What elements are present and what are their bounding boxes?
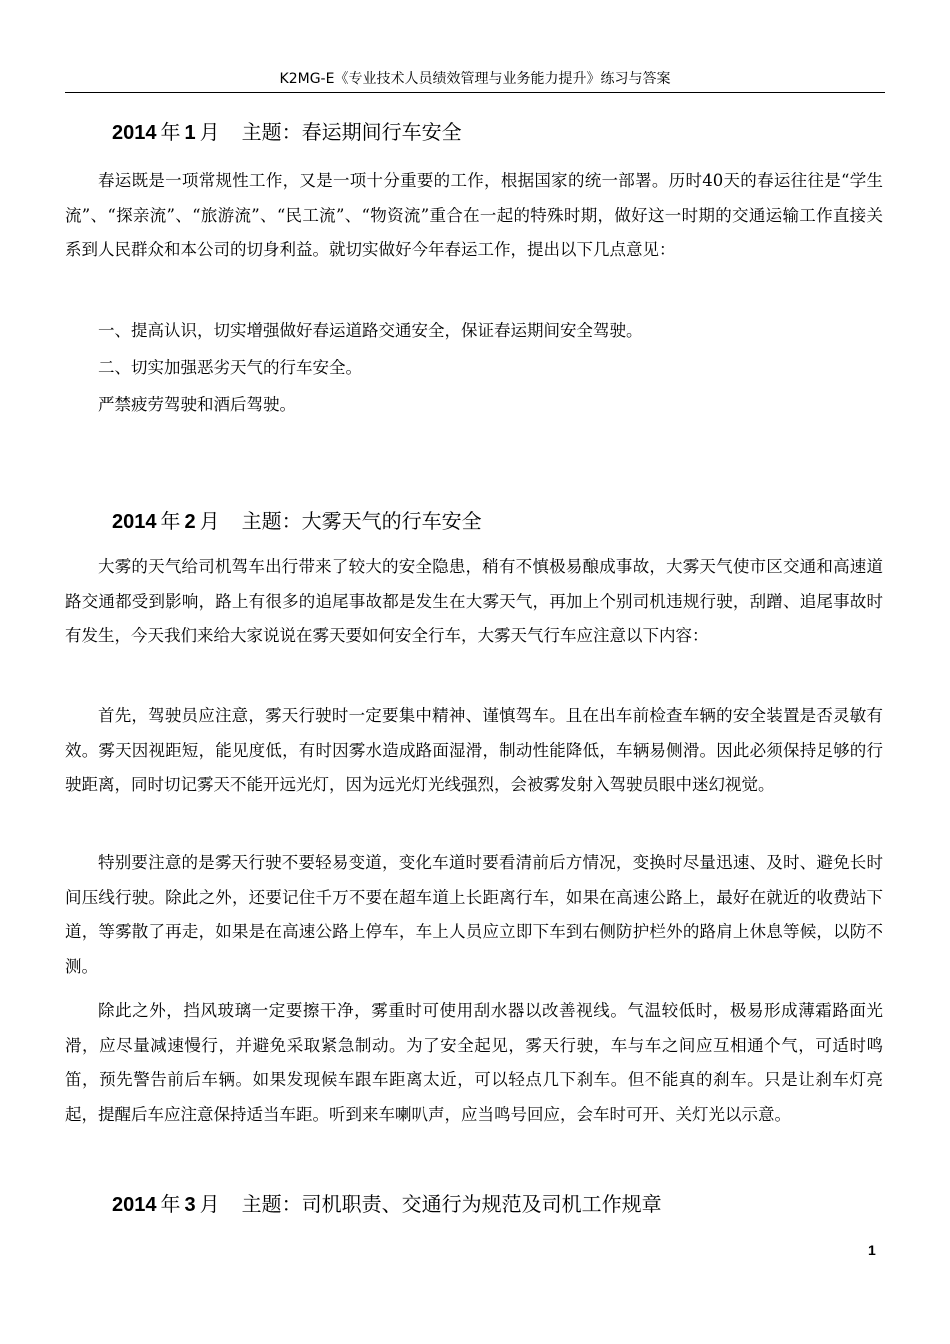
section-1-paragraph-4: 严禁疲劳驾驶和酒后驾驶。 — [98, 395, 296, 414]
section-1-paragraph-1: 春运既是一项常规性工作，又是一项十分重要的工作，根据国家的统一部署。历时40天的春运往往是“学生流”、“探亲流”、“旅游流”、“民工流”、“物资流”重合在一起的特殊时期，做好这一时期的交通运输工作直接关系到人民群众和本公司的切身利益。就切实做好今年春运工作，提出以下几点意见： — [65, 171, 883, 259]
page-header — [65, 66, 885, 93]
section-2-paragraph-1: 大雾的天气给司机驾车出行带来了较大的安全隐患，稍有不慎极易酿成事故，大雾天气使市区交通和高速道路交通都受到影响，路上有很多的追尾事故都是发生在大雾天气，再加上个别司机违规行驶，刮蹭、追尾事故时有发生，今天我们来给大家说说在雾天要如何安全行车，大雾天气行车应注意以下内容： — [65, 557, 883, 645]
section-3-theme: 主题：司机职责、交通行为规范及司机工作规章 — [241, 1192, 662, 1216]
section-1-heading: 2014 年 1 月 主题：春运期间行车安全 — [112, 120, 462, 144]
section-1-theme: 主题：春运期间行车安全 — [241, 120, 462, 144]
header-title: K2MG-E《专业技术人员绩效管理与业务能力提升》练习与答案 — [279, 71, 671, 87]
section-1-paragraph-2: 一、提高认识，切实增强做好春运道路交通安全，保证春运期间安全驾驶。 — [98, 321, 643, 340]
section-2-heading: 2014 年 2 月 主题：大雾天气的行车安全 — [112, 509, 482, 533]
section-2-paragraph-2: 首先，驾驶员应注意，雾天行驶时一定要集中精神、谨慎驾车。且在出车前检查车辆的安全装置是否灵敏有效。雾天因视距短，能见度低，有时因雾水造成路面湿滑，制动性能降低，车辆易侧滑。因此必须保持足够的行驶距离，同时切记雾天不能开远光灯，因为远光灯光线强烈，会被雾发射入驾驶员眼中迷幻视觉。 — [65, 706, 883, 794]
section-2-paragraph-3: 特别要注意的是雾天行驶不要轻易变道，变化车道时要看清前后方情况，变换时尽量迅速、及时、避免长时间压线行驶。除此之外，还要记住千万不要在超车道上长距离行车，如果在高速公路上，最好在就近的收费站下道，等雾散了再走，如果是在高速公路上停车，车上人员应立即下车到右侧防护栏外的路肩上休息等候，以防不测。 — [65, 853, 883, 976]
section-1-paragraph-3: 二、切实加强恶劣天气的行车安全。 — [98, 358, 362, 377]
section-2-paragraph-4: 除此之外，挡风玻璃一定要擦干净，雾重时可使用刮水器以改善视线。气温较低时，极易形成薄霜路面光滑，应尽量减速慢行，并避免采取紧急制动。为了安全起见，雾天行驶，车与车之间应互相通个气，可适时鸣笛，预先警告前后车辆。如果发现候车跟车距离太近，可以轻点几下刹车。但不能真的刹车。只是让刹车灯亮起，提醒后车应注意保持适当车距。听到来车喇叭声，应当鸣号回应，会车时可开、关灯光以示意。 — [65, 1001, 883, 1124]
section-3-heading: 2014 年 3 月 主题：司机职责、交通行为规范及司机工作规章 — [112, 1192, 662, 1216]
page-number: 1 — [868, 1242, 876, 1258]
section-2-theme: 主题：大雾天气的行车安全 — [241, 509, 482, 533]
